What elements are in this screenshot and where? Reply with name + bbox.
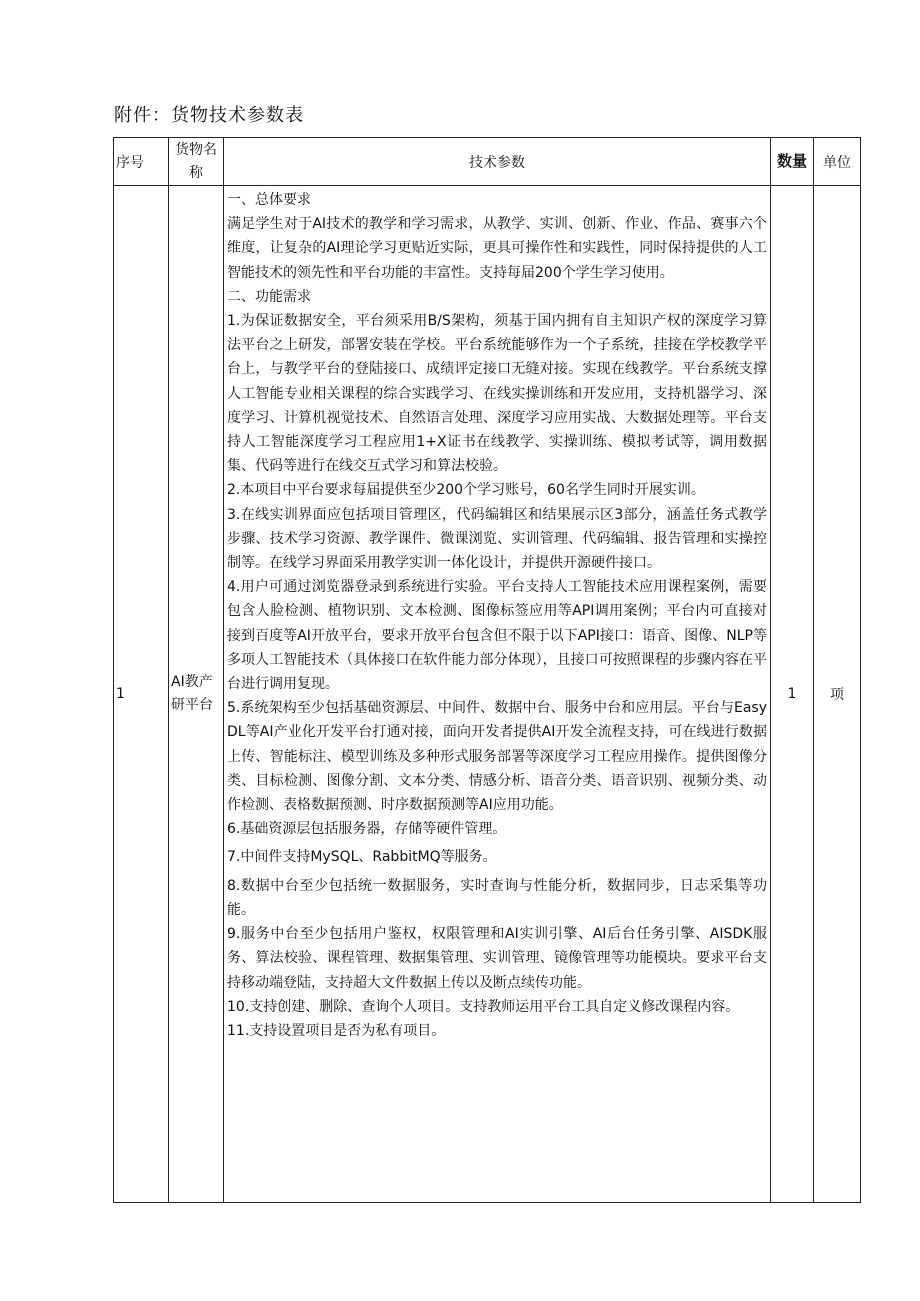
cell-goods-name: AI教产研平台 (169, 186, 224, 1203)
param-item-2: 2.本项目中平台要求每届提供至少200个学习账号，60名学生同时开展实训。 (227, 482, 705, 499)
param-section-function: 二、功能需求 (227, 288, 311, 305)
header-unit: 单位 (814, 138, 861, 186)
param-section-overall: 一、总体要求 (227, 192, 311, 208)
header-quantity: 数量 (771, 138, 814, 186)
spec-table (113, 137, 861, 1203)
param-item-11: 11.支持设置项目是否为私有项目。 (227, 1022, 446, 1039)
param-item-5: 5.系统架构至少包括基础资源层、中间件、数据中台、服务中台和应用层。平台与EasyDL等AI产业化开发平台打通对接，面向开发者提供AI开发全流程支持，可在线进行数据上传、智能标注、模型训练及多种形式服务部署等深度学习工程应用操作。提供图像分类、目标检测、图像分割、文本分类、情感分析、语音分类、语音识别、视频分类、动作检测、表格数据预测、时序数据预测等AI应用功能。 (227, 700, 767, 814)
cell-tech-params (224, 186, 771, 1203)
cell-seq: 1 (114, 186, 169, 1203)
param-item-1: 1.为保证数据安全，平台须采用B/S架构，须基于国内拥有自主知识产权的深度学习算法平台之上研发，部署安装在学校。平台系统能够作为一个子系统，挂接在学校教学平台上，与教学平台的登陆接口、成绩评定接口无缝对接。实现在线教学。平台系统支撑人工智能专业相关课程的综合实践学习、在线实操训练和开发应用，支持机器学习、深度学习、计算机视觉技术、自然语言处理、深度学习应用实战、大数据处理等。平台支持人工智能深度学习工程应用1+X证书在线教学、实操训练、模拟考试等，调用数据集、代码等进行在线交互式学习和算法校验。 (227, 313, 767, 475)
param-paragraph: 满足学生对于AI技术的教学和学习需求，从教学、实训、创新、作业、作品、赛事六个维度，让复杂的AI理论学习更贴近实际，更具可操作性和实践性，同时保持提供的人工智能技术的领先性和平台功能的丰富性。支持每届200个学生学习使用。 (227, 216, 767, 281)
cell-unit: 项 (814, 186, 861, 1203)
table-header-row (114, 138, 861, 186)
param-item-6: 6.基础资源层包括服务器，存储等硬件管理。 (227, 821, 507, 838)
param-item-8: 8.数据中台至少包括统一数据服务，实时查询与性能分析，数据同步，日志采集等功能。 (227, 877, 767, 918)
param-item-3: 3.在线实训界面应包括项目管理区，代码编辑区和结果展示区3部分，涵盖任务式教学步骤、技术学习资源、教学课件、微课浏览、实训管理、代码编辑、报告管理和实操控制等。在线学习界面采用教学实训一体化设计，并提供开源硬件接口。 (227, 506, 767, 572)
header-goods-name: 货物名称 (169, 138, 224, 186)
param-item-4: 4.用户可通过浏览器登录到系统进行实验。平台支持人工智能技术应用课程案例，需要包含人脸检测、植物识别、文本检测、图像标签应用等API调用案例；平台内可直接对接到百度等AI开放平台，要求开放平台包含但不限于以下API接口：语音、图像、NLP等多项人工智能技术（具体接口在软件能力部分体现），且接口可按照课程的步骤内容在平台进行调用复现。 (227, 579, 767, 693)
page-title: 附件：货物技术参数表 (114, 105, 304, 126)
cell-quantity: 1 (771, 186, 814, 1203)
param-item-9: 9.服务中台至少包括用户鉴权，权限管理和AI实训引擎、AI后台任务引擎、AISDK服务、算法校验、课程管理、数据集管理、实训管理、镜像管理等功能模块。要求平台支持移动端登陆，支持超大文件数据上传以及断点续传功能。 (227, 926, 767, 991)
header-tech-params: 技术参数 (224, 138, 771, 186)
table-row (114, 186, 861, 1203)
param-item-7: 7.中间件支持MySQL、RabbitMQ等服务。 (227, 849, 497, 866)
param-item-10: 10.支持创建、删除、查询个人项目。支持教师运用平台工具自定义修改课程内容。 (227, 998, 740, 1015)
header-seq: 序号 (114, 138, 169, 186)
